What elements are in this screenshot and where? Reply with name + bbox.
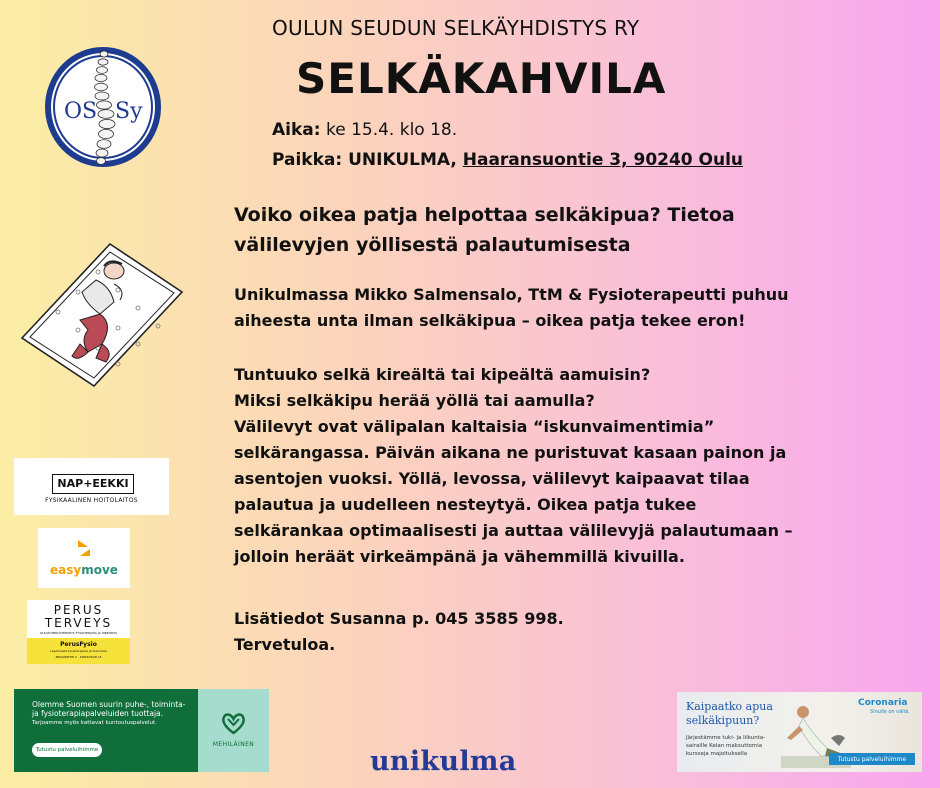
napteekki-name: NAP+EEKKI — [52, 474, 134, 494]
body-line: Tuntuuko selkä kireältä tai kipeältä aamuisin? — [234, 365, 651, 384]
easymove-move: move — [81, 563, 118, 577]
body-line: selkärangassa. Päivän aikana ne puristuvat kasaan painon ja — [234, 443, 787, 462]
perusfysio-text: Laadukasta fysioterapiaa ja hierontaa — [50, 649, 107, 653]
time-label: Aika: — [272, 120, 321, 140]
napteekki-subtitle: FYSIKAALINEN HOITOLAITOS — [45, 497, 138, 504]
perusfysio-name: PerusFysio — [60, 641, 97, 648]
place-address-link[interactable]: Haaransuontie 3, 90240 Oulu — [462, 150, 744, 170]
coronaria-services-button[interactable]: Tutustu palveluihimme — [829, 753, 915, 765]
sponsor-logo-napteekki[interactable] — [14, 458, 169, 515]
perusterveys-line2: TERVEYS — [44, 616, 113, 630]
coronaria-brand: Coronaria — [858, 698, 908, 708]
easymove-wordmark — [38, 563, 130, 577]
body-line: Miksi selkäkipu herää yöllä tai aamulla? — [234, 391, 595, 410]
perusfysio-address: PIKKARINTIE 2 · KIRKKOKATU 8 — [55, 655, 102, 659]
place-label: Paikka: UNIKULMA, — [272, 150, 457, 170]
coronaria-headline-2: selkäkipuun? — [686, 714, 760, 727]
perusterveys-line1: PERUS — [53, 603, 104, 617]
body-line: Välilevyt ovat välipalan kaltaisia “iskunvaimentimia” — [234, 417, 715, 436]
mattress-illustration — [18, 240, 186, 390]
sponsor-logo-easymove[interactable] — [38, 528, 130, 588]
body-line: palautua ja uudelleen nesteytyä. Oikea patja tukee — [234, 495, 697, 514]
intro-line: Unikulmassa Mikko Salmensalo, TtM & Fysioterapeutti puhuu — [234, 285, 789, 304]
mehilainen-brand-panel — [198, 689, 269, 772]
easymove-mark-icon — [76, 538, 92, 558]
article-headline — [234, 200, 874, 260]
sponsor-logo-perusterveys[interactable] — [27, 600, 130, 664]
welcome-line: Tervetuloa. — [234, 635, 336, 654]
coronaria-text-2: sairaille Kelan maksuttomia — [686, 743, 763, 749]
coronaria-headline-1: Kaipaatko apua — [686, 700, 773, 713]
mehilainen-brand: MEHILÄINEN — [212, 741, 255, 748]
article-body — [234, 362, 874, 570]
body-line: asentojen vuoksi. Yöllä, levossa, välilevyt kaipaavat tilaa — [234, 469, 750, 488]
intro-line: aiheesta unta ilman selkäkipua – oikea patja tekee eron! — [234, 311, 746, 330]
unikulma-logo: unikulma — [370, 746, 517, 777]
article-intro — [234, 282, 874, 334]
event-time — [272, 120, 457, 140]
organization-name: OULUN SEUDUN SELKÄYHDISTYS RY — [272, 16, 640, 40]
body-line: jolloin heräät virkeämpänä ja vähemmillä kivuilla. — [234, 547, 685, 566]
perusfysio-band — [27, 638, 130, 664]
coronaria-tagline: Sinulle on väliä. — [870, 709, 910, 715]
mehilainen-text-1: Olemme Suomen suurin puhe-, toiminta- — [32, 700, 186, 709]
time-value: ke 15.4. klo 18. — [325, 120, 458, 140]
logo-text-sy: Sy — [115, 99, 143, 124]
association-logo — [44, 46, 162, 168]
logo-text-os: OS — [64, 99, 98, 124]
mehilainen-services-button[interactable]: Tutustu palveluihimme — [32, 743, 102, 757]
mehilainen-text-2: ja fysioterapiapalveluiden tuottaja. — [32, 709, 164, 718]
headline-line: Voiko oikea patja helpottaa selkäkipua? Tietoa — [234, 204, 735, 226]
coronaria-text-1: Järjestämme tuki- ja liikunta- — [686, 735, 766, 741]
easymove-easy: easy — [50, 563, 82, 577]
headline-line: välilevyjen yöllisestä palautumisesta — [234, 234, 631, 256]
body-line: selkärankaa optimaalisesti ja auttaa välilevyjä palautumaan – — [234, 521, 793, 540]
coronaria-text-3: kursseja majoituksella — [686, 751, 748, 757]
event-place — [272, 150, 743, 170]
mehilainen-heart-icon — [220, 711, 247, 735]
perusterveys-line3: OULUN PERUSTERVEYS FYSIOTERAPIA JA HIERONTA — [39, 631, 117, 635]
mehilainen-text-3: Tarjoamme myös kattavat kuntoutuspalvelut. — [32, 720, 157, 726]
ad-mehilainen[interactable] — [14, 689, 269, 772]
contact-info — [234, 606, 564, 658]
ad-coronaria[interactable] — [677, 692, 922, 772]
contact-line: Lisätiedot Susanna p. 045 3585 998. — [234, 609, 564, 628]
event-title: SELKÄKAHVILA — [296, 54, 667, 103]
